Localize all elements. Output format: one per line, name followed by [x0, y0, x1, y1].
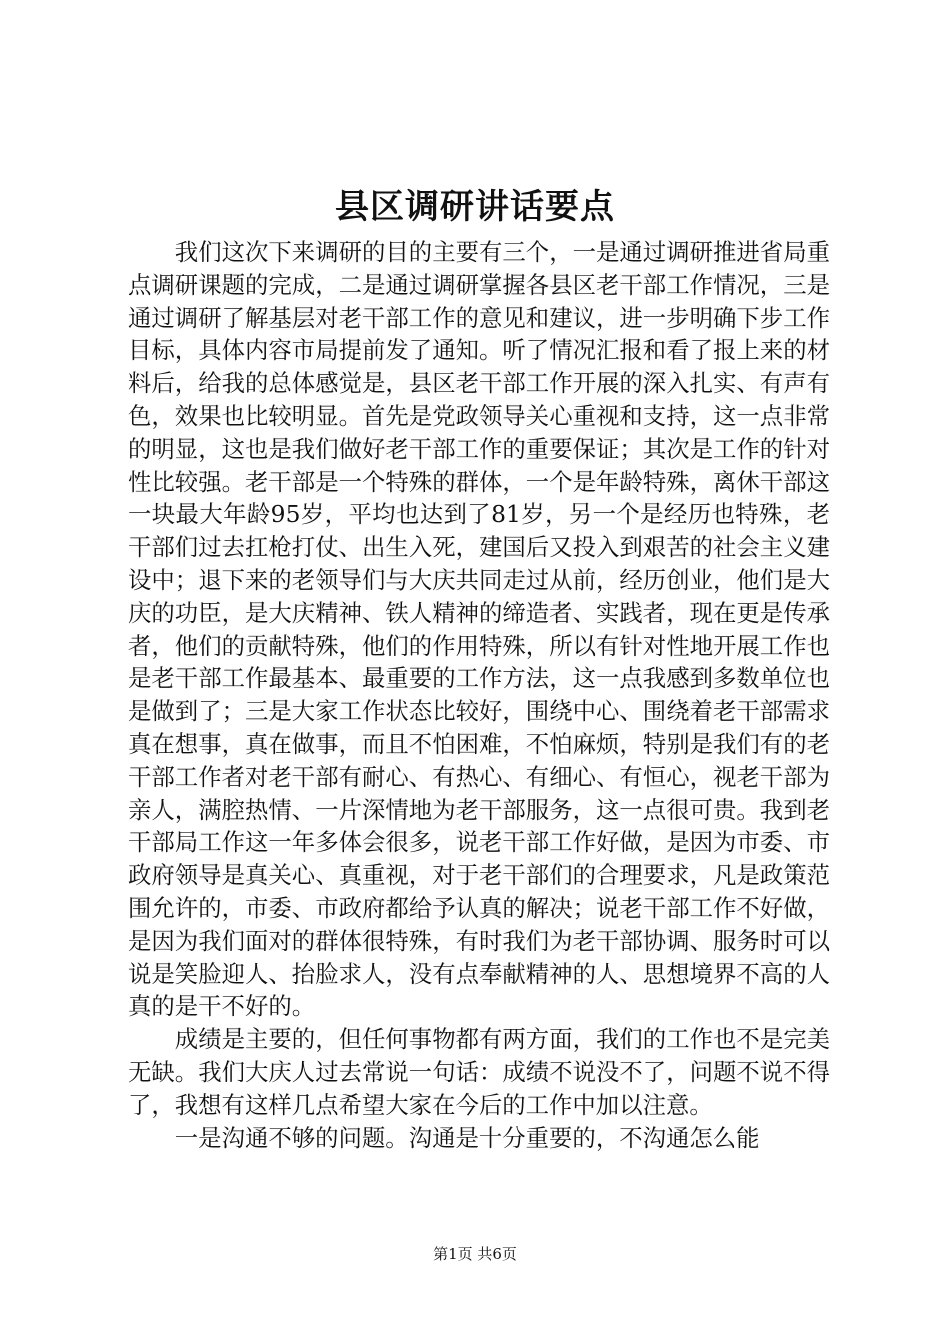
paragraph-1: 我们这次下来调研的目的主要有三个，一是通过调研推进省局重点调研课题的完成，二是通过调研掌握各县区老干部工作情况，三是通过调研了解基层对老干部工作的意见和建议，进一步明确下步工作目标，具体内容市局提前发了通知。听了情况汇报和看了报上来的材料后，给我的总体感觉是，县区老干部工作开展的深入扎实、有声有色，效果也比较明显。首先是党政领导关心重视和支持，这一点非常的明显，这也是我们做好老干部工作的重要保证；其次是工作的针对性比较强。老干部是一个特殊的群体，一个是年龄特殊，离休干部这一块最大年龄95岁，平均也达到了81岁，另一个是经历也特殊，老干部们过去扛枪打仗、出生入死，建国后又投入到艰苦的社会主义建设中；退下来的老领导们与大庆共同走过从前，经历创业，他们是大庆的功臣，是大庆精神、铁人精神的缔造者、实践者，现在更是传承者，他们的贡献特殊，他们的作用特殊，所以有针对性地开展工作也是老干部工作最基本、最重要的工作方法，这一点我感到多数单位也是做到了；三是大家工作状态比较好，围绕中心、围绕着老干部需求真在想事，真在做事，而且不怕困难，不怕麻烦，特别是我们有的老干部工作者对老干部有耐心、有热心、有细心、有恒心，视老干部为亲人，满腔热情、一片深情地为老干部服务，这一点很可贵。我到老干部局工作这一年多体会很多，说老干部工作好做，是因为市委、市政府领导是真关心、真重视，对于老干部们的合理要求，凡是政策范围允许的，市委、市政府都给予认真的解决；说老干部工作不好做，是因为我们面对的群体很特殊，有时我们为老干部协调、服务时可以说是笑脸迎人、抬脸求人，没有点奉献精神的人、思想境界不高的人真的是干不好的。 [128, 238, 830, 1021]
document-title: 县区调研讲话要点 [335, 187, 615, 227]
paragraph-2: 成绩是主要的，但任何事物都有两方面，我们的工作也不是完美无缺。我们大庆人过去常说一句话：成绩不说没不了，问题不说不得了，我想有这样几点希望大家在今后的工作中加以注意。 [128, 1025, 830, 1119]
document-body [128, 236, 830, 1154]
page-footer: 第1页 共6页 [433, 1245, 517, 1263]
paragraph-3: 一是沟通不够的问题。沟通是十分重要的，不沟通怎么能 [174, 1123, 760, 1152]
